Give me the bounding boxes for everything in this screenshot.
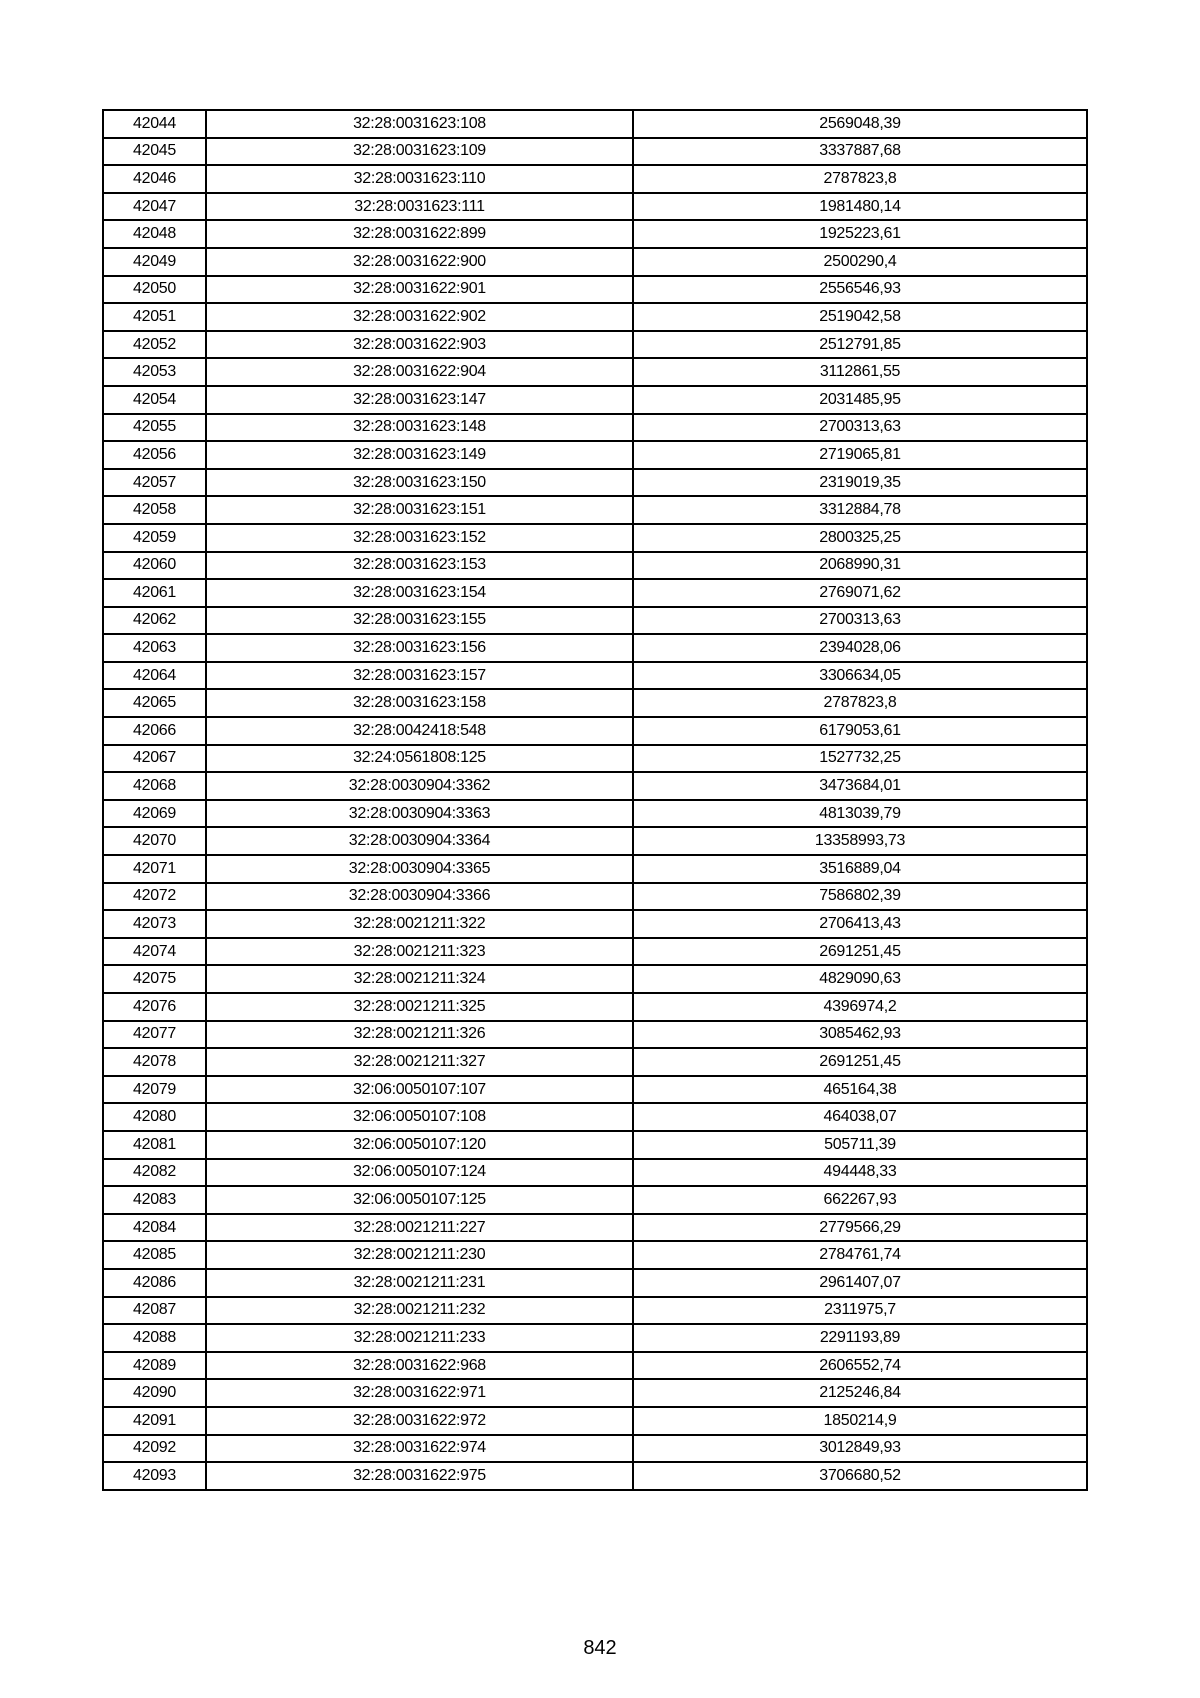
cadastral-number-cell: 32:28:0030904:3366 <box>206 883 633 911</box>
cadastral-value-cell: 505711,39 <box>633 1131 1087 1159</box>
row-number-cell: 42085 <box>103 1241 206 1269</box>
cadastral-value-cell: 2700313,63 <box>633 414 1087 442</box>
cadastral-value-cell: 2787823,8 <box>633 165 1087 193</box>
row-number-cell: 42091 <box>103 1407 206 1435</box>
table-row <box>103 717 1087 745</box>
row-number-cell: 42081 <box>103 1131 206 1159</box>
table-row <box>103 552 1087 580</box>
cadastral-value-cell: 3337887,68 <box>633 138 1087 166</box>
cadastral-value-cell: 2691251,45 <box>633 938 1087 966</box>
cadastral-value-cell: 2519042,58 <box>633 303 1087 331</box>
cadastral-value-cell: 3312884,78 <box>633 496 1087 524</box>
row-number-cell: 42064 <box>103 662 206 690</box>
row-number-cell: 42078 <box>103 1048 206 1076</box>
table-row <box>103 1297 1087 1325</box>
cadastral-value-cell: 2125246,84 <box>633 1379 1087 1407</box>
table-row <box>103 993 1087 1021</box>
cadastral-value-cell: 4396974,2 <box>633 993 1087 1021</box>
cadastral-value-cell: 2706413,43 <box>633 910 1087 938</box>
table-row <box>103 689 1087 717</box>
cadastral-number-cell: 32:28:0031622:903 <box>206 331 633 359</box>
cadastral-number-cell: 32:28:0031623:147 <box>206 386 633 414</box>
cadastral-number-cell: 32:28:0031622:901 <box>206 276 633 304</box>
row-number-cell: 42058 <box>103 496 206 524</box>
table-row <box>103 1241 1087 1269</box>
table-row <box>103 1214 1087 1242</box>
table-row <box>103 331 1087 359</box>
row-number-cell: 42048 <box>103 220 206 248</box>
cadastral-number-cell: 32:28:0042418:548 <box>206 717 633 745</box>
table-row <box>103 745 1087 773</box>
table-row <box>103 414 1087 442</box>
table-row <box>103 1462 1087 1490</box>
table-row <box>103 469 1087 497</box>
table-row <box>103 827 1087 855</box>
cadastral-value-cell: 2068990,31 <box>633 552 1087 580</box>
table-row <box>103 1379 1087 1407</box>
table-row <box>103 138 1087 166</box>
cadastral-number-cell: 32:24:0561808:125 <box>206 745 633 773</box>
table-row <box>103 1352 1087 1380</box>
table-row <box>103 1435 1087 1463</box>
table-row <box>103 303 1087 331</box>
cadastral-value-cell: 2784761,74 <box>633 1241 1087 1269</box>
table-row <box>103 165 1087 193</box>
cadastral-value-cell: 3085462,93 <box>633 1021 1087 1049</box>
cadastral-value-cell: 2500290,4 <box>633 248 1087 276</box>
cadastral-value-cell: 2319019,35 <box>633 469 1087 497</box>
table-row <box>103 386 1087 414</box>
cadastral-value-cell: 662267,93 <box>633 1186 1087 1214</box>
cadastral-number-cell: 32:28:0021211:323 <box>206 938 633 966</box>
row-number-cell: 42084 <box>103 1214 206 1242</box>
cadastral-value-cell: 2769071,62 <box>633 579 1087 607</box>
cadastral-number-cell: 32:28:0021211:231 <box>206 1269 633 1297</box>
table-row <box>103 1269 1087 1297</box>
row-number-cell: 42054 <box>103 386 206 414</box>
table-row <box>103 662 1087 690</box>
row-number-cell: 42077 <box>103 1021 206 1049</box>
cadastral-value-cell: 3306634,05 <box>633 662 1087 690</box>
cadastral-value-cell: 6179053,61 <box>633 717 1087 745</box>
row-number-cell: 42086 <box>103 1269 206 1297</box>
cadastral-value-cell: 2512791,85 <box>633 331 1087 359</box>
cadastral-number-cell: 32:28:0021211:232 <box>206 1297 633 1325</box>
row-number-cell: 42063 <box>103 634 206 662</box>
table-row <box>103 1186 1087 1214</box>
cadastral-number-cell: 32:28:0031622:975 <box>206 1462 633 1490</box>
row-number-cell: 42076 <box>103 993 206 1021</box>
cadastral-number-cell: 32:28:0031623:108 <box>206 110 633 138</box>
cadastral-value-cell: 464038,07 <box>633 1103 1087 1131</box>
table-row <box>103 248 1087 276</box>
row-number-cell: 42051 <box>103 303 206 331</box>
cadastral-number-cell: 32:28:0031622:968 <box>206 1352 633 1380</box>
table-row <box>103 276 1087 304</box>
cadastral-value-cell: 7586802,39 <box>633 883 1087 911</box>
cadastral-value-cell: 1527732,25 <box>633 745 1087 773</box>
cadastral-value-cell: 4813039,79 <box>633 800 1087 828</box>
cadastral-value-cell: 13358993,73 <box>633 827 1087 855</box>
row-number-cell: 42087 <box>103 1297 206 1325</box>
cadastral-value-cell: 1981480,14 <box>633 193 1087 221</box>
row-number-cell: 42068 <box>103 772 206 800</box>
table-row <box>103 800 1087 828</box>
table-row <box>103 965 1087 993</box>
cadastral-value-cell: 3112861,55 <box>633 358 1087 386</box>
row-number-cell: 42075 <box>103 965 206 993</box>
cadastral-value-cell: 2800325,25 <box>633 524 1087 552</box>
table-row <box>103 607 1087 635</box>
row-number-cell: 42079 <box>103 1076 206 1104</box>
row-number-cell: 42066 <box>103 717 206 745</box>
cadastral-value-cell: 2961407,07 <box>633 1269 1087 1297</box>
cadastral-number-cell: 32:28:0031623:158 <box>206 689 633 717</box>
cadastral-number-cell: 32:28:0021211:230 <box>206 1241 633 1269</box>
row-number-cell: 42080 <box>103 1103 206 1131</box>
table-row <box>103 1021 1087 1049</box>
cadastral-value-cell: 3012849,93 <box>633 1435 1087 1463</box>
cadastral-number-cell: 32:28:0031623:148 <box>206 414 633 442</box>
cadastral-number-cell: 32:28:0031623:111 <box>206 193 633 221</box>
row-number-cell: 42061 <box>103 579 206 607</box>
table-row <box>103 496 1087 524</box>
cadastral-number-cell: 32:28:0030904:3364 <box>206 827 633 855</box>
cadastral-number-cell: 32:28:0021211:233 <box>206 1324 633 1352</box>
row-number-cell: 42089 <box>103 1352 206 1380</box>
row-number-cell: 42055 <box>103 414 206 442</box>
table-row <box>103 1131 1087 1159</box>
cadastral-number-cell: 32:06:0050107:107 <box>206 1076 633 1104</box>
cadastral-value-cell: 465164,38 <box>633 1076 1087 1104</box>
page-number: 842 <box>583 1637 617 1659</box>
cadastral-number-cell: 32:28:0030904:3363 <box>206 800 633 828</box>
cadastral-value-cell: 1850214,9 <box>633 1407 1087 1435</box>
row-number-cell: 42073 <box>103 910 206 938</box>
cadastral-number-cell: 32:28:0030904:3362 <box>206 772 633 800</box>
table-row <box>103 1324 1087 1352</box>
table-row <box>103 634 1087 662</box>
cadastral-number-cell: 32:28:0031623:157 <box>206 662 633 690</box>
table-row <box>103 883 1087 911</box>
row-number-cell: 42060 <box>103 552 206 580</box>
row-number-cell: 42053 <box>103 358 206 386</box>
cadastral-value-cell: 2700313,63 <box>633 607 1087 635</box>
cadastral-number-cell: 32:28:0031623:154 <box>206 579 633 607</box>
table-row <box>103 1103 1087 1131</box>
table-row <box>103 579 1087 607</box>
table-row <box>103 524 1087 552</box>
cadastral-number-cell: 32:28:0031623:155 <box>206 607 633 635</box>
row-number-cell: 42067 <box>103 745 206 773</box>
table-row <box>103 220 1087 248</box>
cadastral-value-cell: 2569048,39 <box>633 110 1087 138</box>
cadastral-number-cell: 32:28:0031623:110 <box>206 165 633 193</box>
row-number-cell: 42047 <box>103 193 206 221</box>
cadastral-value-table <box>102 109 1088 1491</box>
cadastral-value-cell: 4829090,63 <box>633 965 1087 993</box>
cadastral-number-cell: 32:28:0031622:974 <box>206 1435 633 1463</box>
cadastral-value-cell: 3706680,52 <box>633 1462 1087 1490</box>
row-number-cell: 42093 <box>103 1462 206 1490</box>
row-number-cell: 42062 <box>103 607 206 635</box>
cadastral-value-cell: 2291193,89 <box>633 1324 1087 1352</box>
row-number-cell: 42088 <box>103 1324 206 1352</box>
row-number-cell: 42070 <box>103 827 206 855</box>
row-number-cell: 42049 <box>103 248 206 276</box>
cadastral-value-cell: 1925223,61 <box>633 220 1087 248</box>
cadastral-value-cell: 2691251,45 <box>633 1048 1087 1076</box>
table-row <box>103 1407 1087 1435</box>
table-row <box>103 358 1087 386</box>
cadastral-number-cell: 32:06:0050107:120 <box>206 1131 633 1159</box>
row-number-cell: 42045 <box>103 138 206 166</box>
cadastral-value-cell: 3473684,01 <box>633 772 1087 800</box>
table-row <box>103 938 1087 966</box>
cadastral-value-cell: 2556546,93 <box>633 276 1087 304</box>
row-number-cell: 42082 <box>103 1159 206 1187</box>
cadastral-number-cell: 32:28:0031622:971 <box>206 1379 633 1407</box>
row-number-cell: 42092 <box>103 1435 206 1463</box>
cadastral-value-cell: 2311975,7 <box>633 1297 1087 1325</box>
cadastral-value-cell: 2787823,8 <box>633 689 1087 717</box>
cadastral-number-cell: 32:28:0031622:904 <box>206 358 633 386</box>
cadastral-number-cell: 32:28:0031622:972 <box>206 1407 633 1435</box>
row-number-cell: 42057 <box>103 469 206 497</box>
cadastral-number-cell: 32:28:0031623:156 <box>206 634 633 662</box>
cadastral-number-cell: 32:28:0021211:227 <box>206 1214 633 1242</box>
cadastral-number-cell: 32:28:0031623:152 <box>206 524 633 552</box>
cadastral-number-cell: 32:06:0050107:108 <box>206 1103 633 1131</box>
row-number-cell: 42065 <box>103 689 206 717</box>
table-row <box>103 910 1087 938</box>
cadastral-number-cell: 32:28:0021211:325 <box>206 993 633 1021</box>
cadastral-value-cell: 2606552,74 <box>633 1352 1087 1380</box>
cadastral-value-cell: 494448,33 <box>633 1159 1087 1187</box>
row-number-cell: 42046 <box>103 165 206 193</box>
row-number-cell: 42050 <box>103 276 206 304</box>
cadastral-number-cell: 32:28:0021211:322 <box>206 910 633 938</box>
row-number-cell: 42074 <box>103 938 206 966</box>
table-row <box>103 441 1087 469</box>
row-number-cell: 42044 <box>103 110 206 138</box>
row-number-cell: 42052 <box>103 331 206 359</box>
cadastral-number-cell: 32:28:0031622:899 <box>206 220 633 248</box>
cadastral-number-cell: 32:06:0050107:124 <box>206 1159 633 1187</box>
cadastral-value-cell: 2394028,06 <box>633 634 1087 662</box>
table-row <box>103 772 1087 800</box>
table-row <box>103 1076 1087 1104</box>
row-number-cell: 42083 <box>103 1186 206 1214</box>
cadastral-value-cell: 3516889,04 <box>633 855 1087 883</box>
table-row <box>103 110 1087 138</box>
cadastral-number-cell: 32:28:0021211:326 <box>206 1021 633 1049</box>
row-number-cell: 42072 <box>103 883 206 911</box>
data-table-container <box>102 109 1086 1491</box>
row-number-cell: 42059 <box>103 524 206 552</box>
cadastral-number-cell: 32:28:0031623:151 <box>206 496 633 524</box>
cadastral-value-cell: 2719065,81 <box>633 441 1087 469</box>
cadastral-number-cell: 32:28:0031623:153 <box>206 552 633 580</box>
cadastral-number-cell: 32:28:0021211:324 <box>206 965 633 993</box>
cadastral-number-cell: 32:28:0031623:150 <box>206 469 633 497</box>
row-number-cell: 42090 <box>103 1379 206 1407</box>
table-body <box>103 110 1087 1490</box>
cadastral-number-cell: 32:28:0031622:900 <box>206 248 633 276</box>
cadastral-number-cell: 32:28:0031623:149 <box>206 441 633 469</box>
row-number-cell: 42071 <box>103 855 206 883</box>
row-number-cell: 42069 <box>103 800 206 828</box>
cadastral-value-cell: 2779566,29 <box>633 1214 1087 1242</box>
cadastral-number-cell: 32:28:0031623:109 <box>206 138 633 166</box>
cadastral-number-cell: 32:06:0050107:125 <box>206 1186 633 1214</box>
row-number-cell: 42056 <box>103 441 206 469</box>
table-row <box>103 1048 1087 1076</box>
table-row <box>103 193 1087 221</box>
cadastral-number-cell: 32:28:0021211:327 <box>206 1048 633 1076</box>
table-row <box>103 855 1087 883</box>
table-row <box>103 1159 1087 1187</box>
cadastral-value-cell: 2031485,95 <box>633 386 1087 414</box>
cadastral-number-cell: 32:28:0030904:3365 <box>206 855 633 883</box>
cadastral-number-cell: 32:28:0031622:902 <box>206 303 633 331</box>
